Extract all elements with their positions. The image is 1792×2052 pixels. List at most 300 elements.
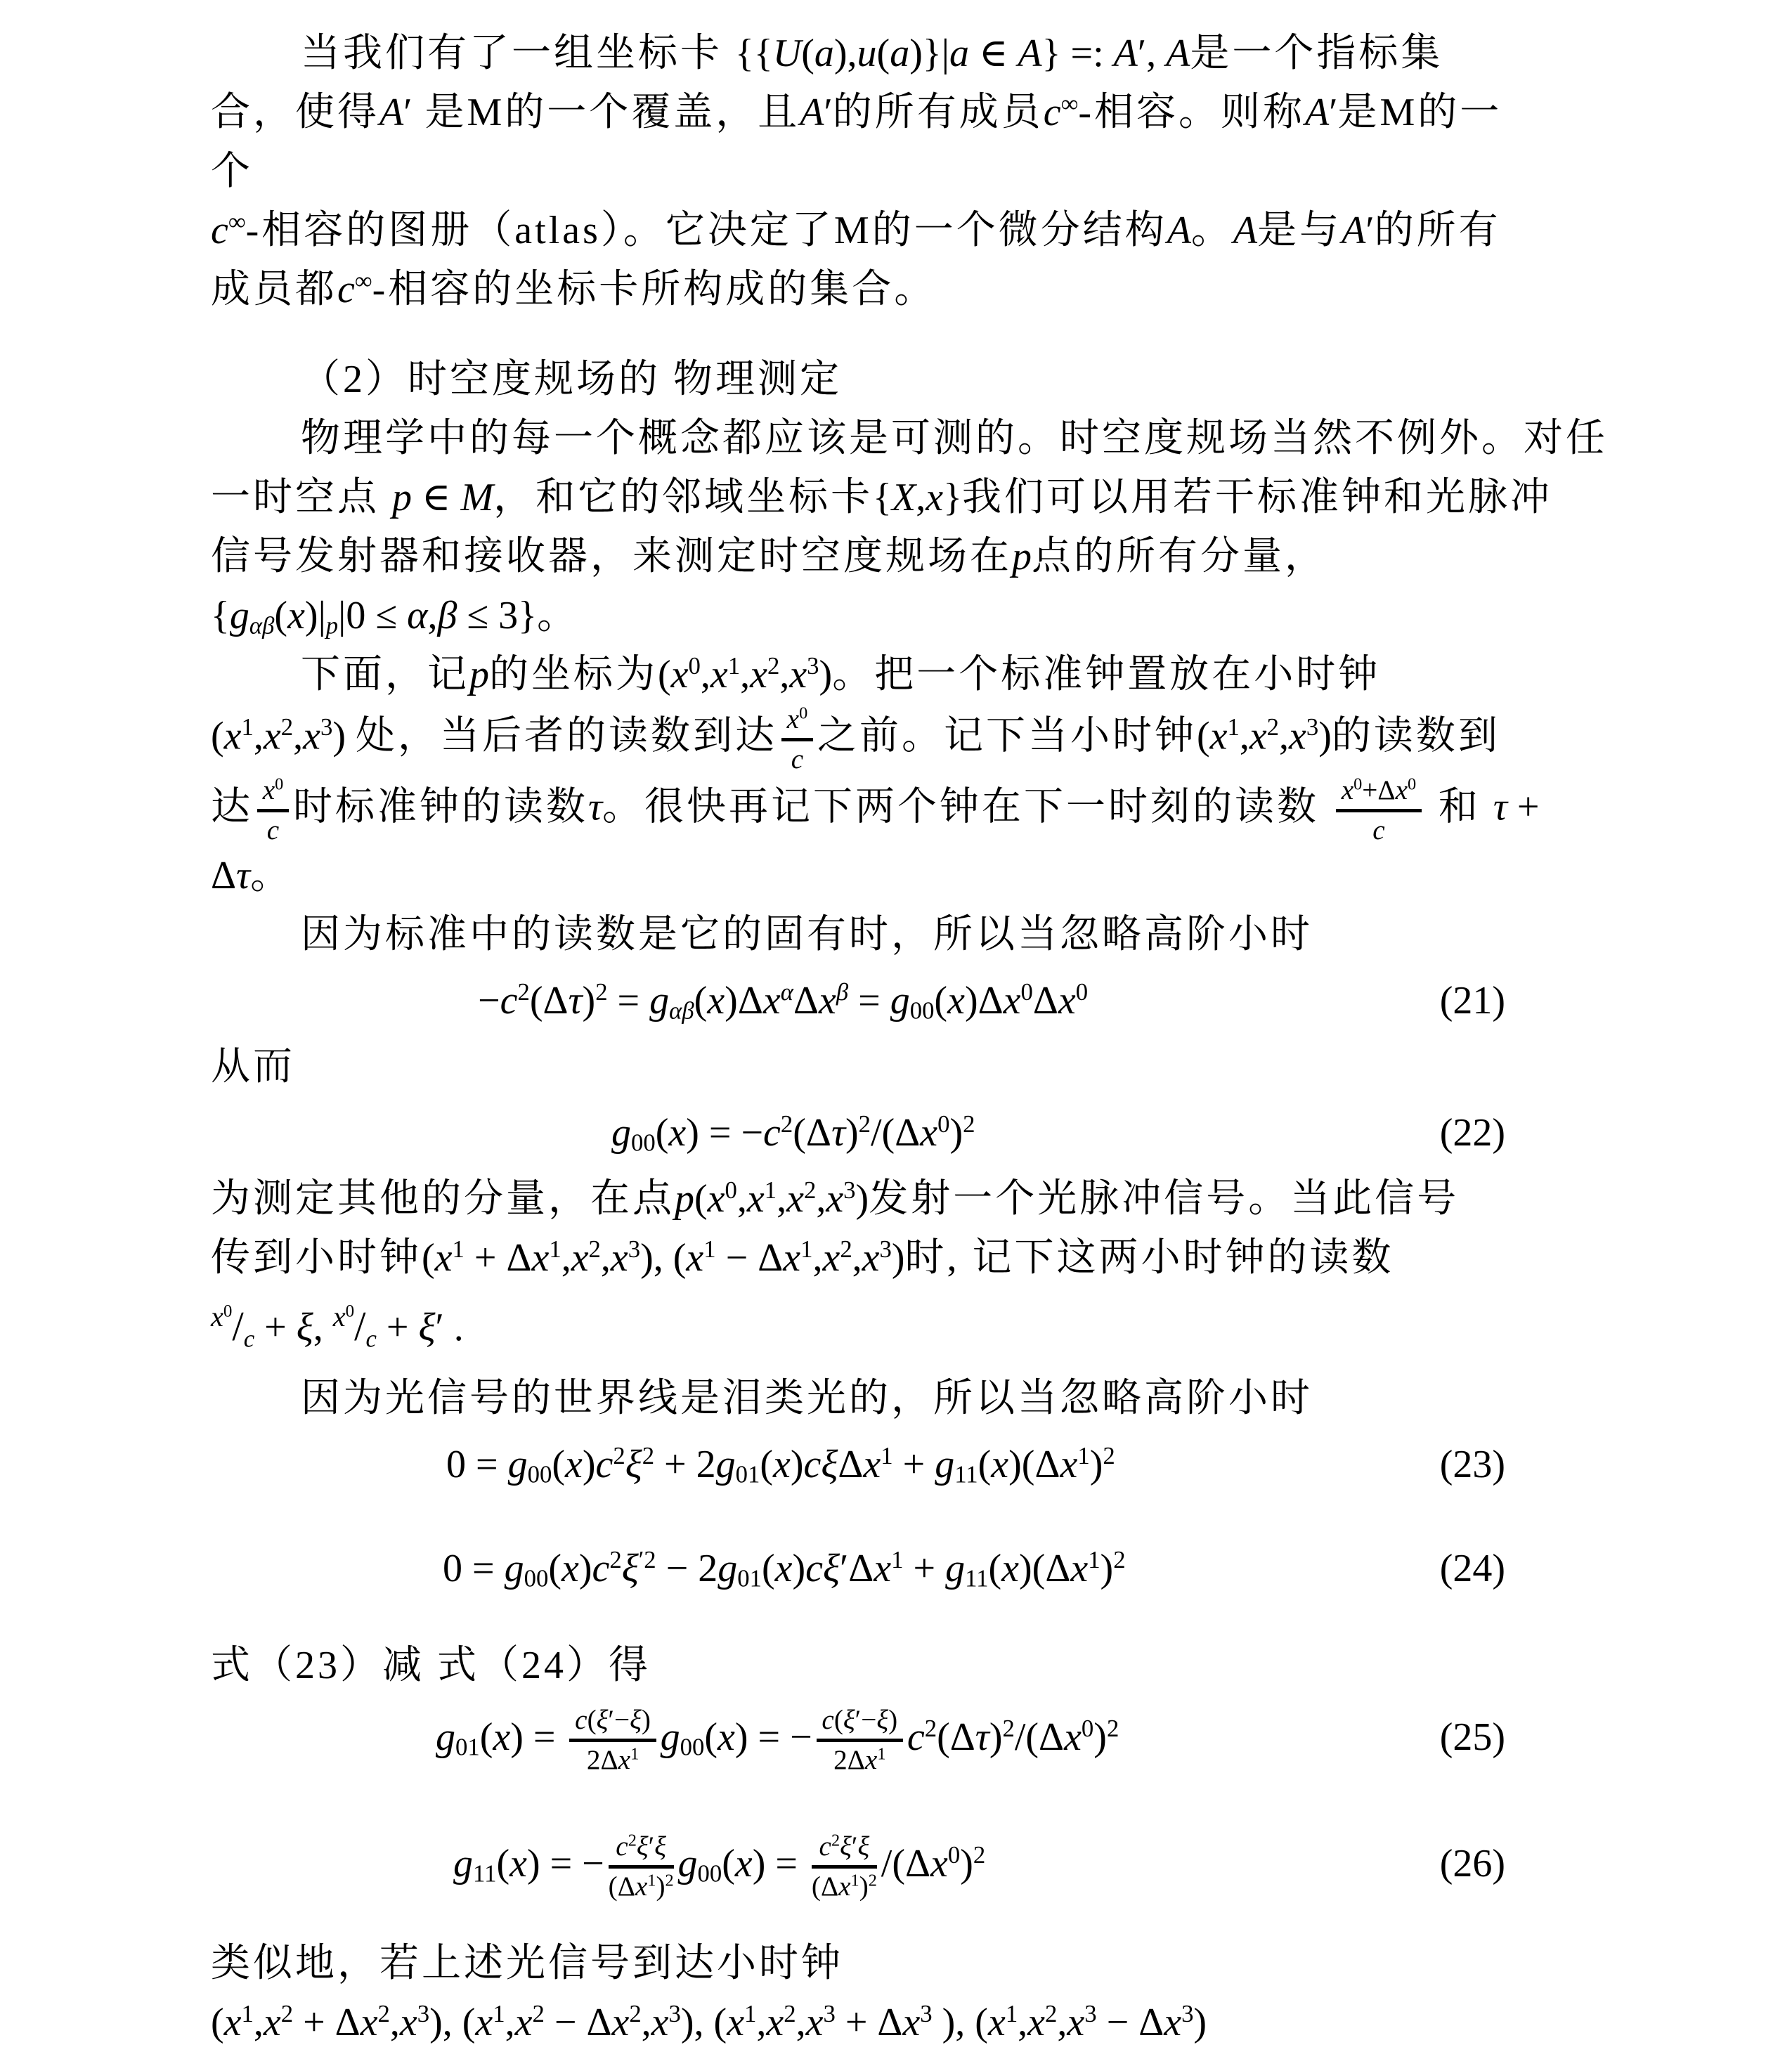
text-run: α (407, 594, 428, 637)
fraction (569, 1705, 656, 1776)
text-run: 1 (891, 1545, 904, 1573)
fraction-numerator (817, 1705, 903, 1742)
equation-body (478, 978, 1089, 1025)
text-run: τ (975, 1715, 989, 1759)
text-run: /(Δ (871, 1110, 921, 1155)
text-run: 3 (823, 1999, 836, 2027)
text-run: p (392, 476, 412, 519)
text-run: x (1395, 774, 1408, 805)
text-run: ( (801, 32, 814, 75)
text-run: ), ( (429, 2000, 476, 2044)
text-run: x (762, 978, 781, 1022)
text-run: x (1027, 2000, 1046, 2044)
text-run: 的读数到 (1331, 714, 1500, 758)
text-run: + (903, 1546, 946, 1590)
text-run: ) = (752, 1841, 808, 1885)
text-run: 1 (764, 1176, 777, 1204)
text-run: 2 (767, 651, 780, 680)
text-run: x (1209, 714, 1228, 758)
text-run: 2Δ (833, 1745, 865, 1776)
text-run: x (786, 1176, 804, 1221)
text-run: αβ (249, 611, 275, 639)
equation-body (611, 1111, 975, 1155)
text-run: 01 (735, 1460, 760, 1488)
text-run: x (262, 774, 275, 805)
text-run: ) = − (686, 1110, 764, 1155)
text-line (211, 1228, 1581, 1287)
text-run: 合，使得 (211, 91, 379, 134)
text-run: 2 (613, 1441, 625, 1469)
text-run: x (707, 1176, 725, 1221)
text-run: x (531, 1235, 550, 1280)
text-run: ) (949, 1110, 963, 1155)
script-letter: A (379, 91, 404, 134)
text-run: x (789, 653, 807, 696)
text-run: 00 (697, 1859, 722, 1888)
text-run: + (1507, 785, 1540, 829)
text-run: 1 (744, 1999, 757, 2027)
text-line (211, 201, 1581, 260)
fraction-slash: / (232, 1303, 244, 1349)
text-run: ( (1196, 714, 1210, 758)
text-run: 00 (909, 996, 935, 1025)
text-run: 因为标准中的读数是它的固有时，所以当忽略高阶小时 (301, 912, 1313, 956)
text-run: ( (496, 1841, 510, 1885)
text-run: x (805, 2000, 824, 2044)
text-run: ), (833, 32, 857, 75)
text-run: ) (582, 978, 596, 1022)
text-run: c (337, 268, 355, 311)
text-run: 是M的一个覆盖，且 (412, 91, 800, 134)
text-run: -相容。则称 (1078, 91, 1306, 134)
text-run: 2 (665, 1871, 674, 1890)
text-run: 。 (537, 594, 580, 637)
section-heading (211, 350, 1581, 409)
text-run: x (718, 1715, 735, 1759)
equation-body (453, 1831, 986, 1902)
equation-line (211, 1096, 1581, 1169)
text-line (211, 846, 1581, 905)
text-run: 3 (1181, 1999, 1194, 2027)
script-letter: A (1233, 209, 1258, 252)
fraction (812, 1831, 877, 1902)
text-run: /(Δ (881, 1841, 931, 1885)
text-run: x (1341, 774, 1354, 805)
text-run: τ (1493, 785, 1507, 829)
text-run: Δ (793, 978, 819, 1022)
text-run: Δ (1032, 978, 1058, 1022)
text-run: 11 (965, 1564, 989, 1592)
text-run: x (746, 1176, 765, 1221)
text-run: g (611, 1110, 631, 1155)
text-run: 1 (850, 1871, 859, 1890)
text-run: 2 (1266, 713, 1280, 741)
equation-number: (24) (1439, 1546, 1505, 1590)
text-run: ( (274, 594, 288, 637)
text-run: )Δ (964, 978, 1004, 1022)
text-run: + Δ (293, 2000, 361, 2044)
fraction (817, 1705, 903, 1776)
text-run: + Δ (464, 1235, 532, 1280)
text-run: ( (211, 2000, 224, 2044)
text-line (211, 1037, 1581, 1096)
text-run: x (1064, 1715, 1082, 1759)
text-run: x (635, 1871, 648, 1902)
text-run: 0 (345, 1301, 355, 1320)
text-run: x (991, 1442, 1009, 1486)
text-run: ( (876, 32, 890, 75)
text-run: p (469, 653, 489, 696)
text-run: ( (761, 1546, 775, 1590)
text-run: g (890, 978, 910, 1022)
text-run: 物理学中的每一个概念都应该是可测的。时空度规场当然不例外。对任 (301, 417, 1608, 460)
text-run: x (514, 2000, 533, 2044)
text-run: 达 (211, 785, 253, 829)
text-run: ( (548, 1546, 561, 1590)
text-run: ( (760, 1442, 774, 1486)
text-run: 00 (524, 1564, 549, 1592)
text-run: 的所有 (1374, 209, 1501, 252)
text-run: )(Δ (1019, 1546, 1071, 1590)
text-run: g (660, 1715, 680, 1759)
text-run: ′ (1329, 91, 1338, 134)
text-run: cξ (805, 1546, 840, 1590)
text-line (211, 83, 1581, 142)
text-run: 2 (280, 713, 294, 741)
text-run: g (945, 1546, 966, 1590)
text-run: } (943, 476, 962, 519)
text-run: ′ (648, 1831, 655, 1862)
text-run: 01 (455, 1733, 480, 1761)
text-run: ( (722, 1841, 735, 1885)
text-run: （2）时空度规场的 物理测定 (301, 358, 842, 401)
text-run: |0 ≤ (338, 594, 408, 637)
text-run: ξ (857, 1831, 870, 1862)
text-line (211, 409, 1608, 468)
text-run: X (892, 476, 916, 519)
text-run: (Δ (529, 978, 569, 1022)
fraction-denominator (1336, 812, 1422, 846)
text-line (211, 1636, 1581, 1695)
text-run: p (675, 1176, 694, 1221)
text-run: 。 (1190, 209, 1233, 252)
text-run: , (313, 1305, 333, 1349)
text-run: 2 (840, 1235, 852, 1263)
text-run: 3 (843, 1176, 856, 1204)
text-run: 下面，记 (301, 653, 469, 696)
text-run: 是与 (1257, 209, 1342, 252)
text-run: c (616, 1831, 628, 1862)
text-run: 0 (799, 703, 808, 723)
text-run: x (864, 1745, 878, 1776)
text-run: 的坐标为 (489, 653, 658, 696)
text-run: 1 (452, 1235, 465, 1263)
text-run: ξ (296, 1305, 313, 1349)
text-run: c (575, 1705, 587, 1736)
text-run: ) (790, 1442, 804, 1486)
text-run: 2 (1103, 1441, 1115, 1469)
text-run: x (561, 1546, 579, 1590)
text-run: { (211, 594, 230, 637)
text-run: ( (658, 653, 671, 696)
text-run: 2 (595, 978, 608, 1006)
text-run: x (287, 594, 305, 637)
text-run: , (389, 2000, 400, 2044)
text-run: 0 (725, 1176, 737, 1204)
text-run: 3 (920, 1999, 933, 2027)
text-run: 因为光信号的世界线是泪类光的，所以当忽略高阶小时 (301, 1376, 1313, 1420)
text-run: , (812, 1235, 823, 1280)
text-run: ∈ (412, 476, 461, 519)
text-run: x (1060, 1442, 1078, 1486)
text-run: 3 (668, 1999, 681, 2027)
text-run: 0 (275, 774, 284, 794)
text-run: ξ (418, 1305, 436, 1349)
text-run: ξ (621, 1546, 639, 1590)
text-run: ξ (625, 1442, 642, 1486)
text-line (211, 905, 1581, 964)
text-run: p (1012, 535, 1032, 578)
fraction (257, 775, 289, 846)
text-run: x (1164, 2000, 1182, 2044)
text-run: x (727, 2000, 745, 2044)
text-run: , (736, 1176, 747, 1221)
text-run: 11 (954, 1460, 978, 1488)
text-run: cξ (803, 1442, 838, 1486)
text-run: 2 (784, 1999, 796, 2027)
text-run: ) (819, 653, 833, 696)
text-run: )Δ (725, 978, 763, 1022)
text-run: ) (1193, 2000, 1207, 2044)
text-line (211, 1287, 1581, 1369)
text-run: ，和它的邻域坐标卡 (493, 476, 874, 519)
text-run: ξ (596, 1705, 609, 1736)
text-line (211, 645, 1581, 704)
text-line (211, 1369, 1581, 1428)
text-run: 处，当后者的读数到达 (355, 714, 777, 758)
text-line (211, 527, 1581, 586)
equation-line (211, 964, 1581, 1037)
text-run: x (686, 1235, 704, 1280)
equation-line (211, 1695, 1581, 1800)
text-run: x (786, 704, 800, 734)
text-run: c (211, 209, 228, 252)
text-run: ( (988, 1546, 1002, 1590)
equation-line (211, 1428, 1581, 1501)
text-run: ′2 (638, 1545, 656, 1573)
text-run: 个 (211, 150, 253, 193)
text-run: + (892, 1442, 935, 1486)
script-letter: A (1167, 209, 1191, 252)
text-line (211, 142, 1581, 201)
text-run: 0 (1020, 978, 1033, 1006)
text-run: c (595, 1442, 613, 1486)
text-run: 信号发射器和接收器，来测定时空度规场在 (211, 535, 1012, 578)
text-run: 1 (1227, 713, 1240, 741)
text-run: ′ . (435, 1305, 464, 1349)
script-letter: A (800, 91, 824, 134)
text-run: +Δ (1362, 774, 1396, 805)
text-run: c (266, 814, 280, 845)
text-run: + 2 (654, 1442, 716, 1486)
equation-number: (23) (1439, 1442, 1505, 1486)
text-run: 1 (493, 1999, 505, 2027)
text-line (211, 775, 1581, 846)
text-run: 1 (800, 1235, 813, 1263)
text-run: 0 = (446, 1442, 508, 1486)
text-run: c (819, 1831, 831, 1862)
text-run: − (478, 978, 500, 1022)
text-run: ( (211, 714, 224, 758)
text-run: 3 (1306, 713, 1319, 741)
text-run: x (611, 2000, 630, 2044)
text-run: x (670, 653, 689, 696)
text-run: ′ (403, 91, 413, 134)
text-run: , (1018, 2000, 1028, 2044)
text-run: x (332, 1300, 346, 1332)
text-run: g (453, 1841, 473, 1885)
text-run: = (607, 978, 650, 1022)
text-run: ( (552, 1442, 565, 1486)
text-run: ) (792, 1546, 806, 1590)
text-run: (Δ (937, 1715, 975, 1759)
fraction-numerator (781, 704, 813, 741)
fraction (211, 1300, 255, 1353)
text-run: 当我们有了一组坐标卡 (301, 32, 735, 75)
text-run: , (293, 714, 304, 758)
equation-body (446, 1443, 1115, 1486)
text-run: ), ( (932, 2000, 988, 2044)
text-run: 0 (947, 1840, 961, 1869)
text-run: x (434, 1235, 453, 1280)
text-run: {{ (735, 32, 773, 75)
script-letter: A (1113, 32, 1138, 75)
text-run: ∞ (354, 266, 372, 294)
text-run: x (360, 2000, 378, 2044)
text-run: p (325, 611, 339, 639)
text-run: ( (479, 1715, 493, 1759)
text-run: x (223, 714, 242, 758)
text-run: , (816, 1176, 826, 1221)
text-run: , (777, 1176, 787, 1221)
text-run: 2Δ (586, 1745, 618, 1776)
text-run: ) (859, 1871, 869, 1902)
text-run: c (763, 1110, 781, 1155)
text-run: c (907, 1715, 925, 1759)
text-run: 0 (1353, 774, 1363, 794)
text-run: , (852, 1235, 862, 1280)
text-run: ) = − (734, 1715, 812, 1759)
fraction-denominator (569, 1742, 656, 1776)
text-run: 2 (588, 1235, 601, 1263)
text-run: 2 (858, 1110, 871, 1138)
text-run: 1 (549, 1235, 561, 1263)
text-run: 1 (630, 1744, 639, 1764)
text-run: , (756, 2000, 767, 2044)
text-run: 时标准钟的读数 (292, 785, 588, 829)
text-run: 00 (527, 1460, 552, 1488)
text-run: x (564, 1442, 583, 1486)
text-run: 0 (937, 1110, 950, 1138)
text-run: 00 (631, 1129, 656, 1157)
text-run: , (600, 1235, 611, 1280)
text-run: ( (704, 1715, 718, 1759)
text-run: x (826, 1176, 844, 1221)
text-run: , (561, 1235, 571, 1280)
text-run: 2 (831, 1831, 840, 1850)
text-run: 2 (280, 1999, 294, 2027)
text-run: ) (1318, 714, 1332, 758)
fraction-numerator (609, 1831, 674, 1869)
text-run: ) (845, 1110, 859, 1155)
text-run: 0 = (443, 1546, 505, 1590)
text-run: ) = (510, 1715, 566, 1759)
text-run: x (1067, 2000, 1085, 2044)
text-run: 1 (727, 651, 741, 680)
text-run: g (507, 1442, 528, 1486)
fraction (609, 1831, 674, 1902)
text-run: x (734, 1841, 753, 1885)
text-run: − Δ (1096, 2000, 1164, 2044)
text-run: x (493, 1715, 511, 1759)
text-run: g (436, 1715, 455, 1759)
text-run: , (253, 2000, 264, 2044)
text-run: c (243, 1325, 255, 1353)
text-run: ξ (630, 1705, 642, 1736)
text-run: , (427, 594, 438, 637)
text-run: 1 (241, 713, 254, 741)
text-run: (Δ (608, 1871, 635, 1902)
text-run: ′− (855, 1705, 877, 1736)
text-run: /(Δ (1014, 1715, 1065, 1759)
text-run: τ (568, 978, 583, 1022)
fraction-numerator (812, 1831, 877, 1869)
text-run: 一时空点 (211, 476, 392, 519)
text-run: 2 (973, 1840, 986, 1869)
text-run: 1 (703, 1235, 716, 1263)
text-run: x (1249, 714, 1267, 758)
equation-number: (25) (1439, 1715, 1505, 1759)
text-run: ) (1093, 1715, 1107, 1759)
text-run: ) (960, 1841, 973, 1885)
text-run: ( (694, 978, 708, 1022)
text-run: x (822, 1235, 840, 1280)
text-run: x (707, 978, 725, 1022)
text-run: 之前。记下当小时钟 (817, 714, 1197, 758)
text-run: 0 (1081, 1714, 1094, 1742)
text-run: 2 (377, 1999, 390, 2027)
text-run: ( (833, 1705, 843, 1736)
text-run: 是M的一 (1337, 91, 1502, 134)
text-run: x (773, 1442, 791, 1486)
text-run: ) (578, 1546, 592, 1590)
text-run: x (987, 2000, 1006, 2044)
text-run: x (930, 1841, 948, 1885)
text-run: 式（23）减 式（24）得 (211, 1643, 651, 1687)
text-line (211, 1993, 1581, 2052)
text-run: )(Δ (1008, 1442, 1060, 1486)
text-run: x (838, 1871, 851, 1902)
text-run: 0 (688, 651, 701, 680)
text-run: -相容的图册（atlas）。它决定了M的一个微分结构 (245, 209, 1167, 252)
text-run: 点的所有分量， (1032, 535, 1327, 578)
text-run: c (365, 1325, 377, 1353)
text-run: , (1279, 714, 1290, 758)
text-run: 发射一个光脉冲信号。当此信号 (869, 1176, 1460, 1221)
text-run: c (791, 743, 804, 774)
equation-number: (26) (1439, 1841, 1505, 1885)
equation-line (211, 1822, 1581, 1927)
